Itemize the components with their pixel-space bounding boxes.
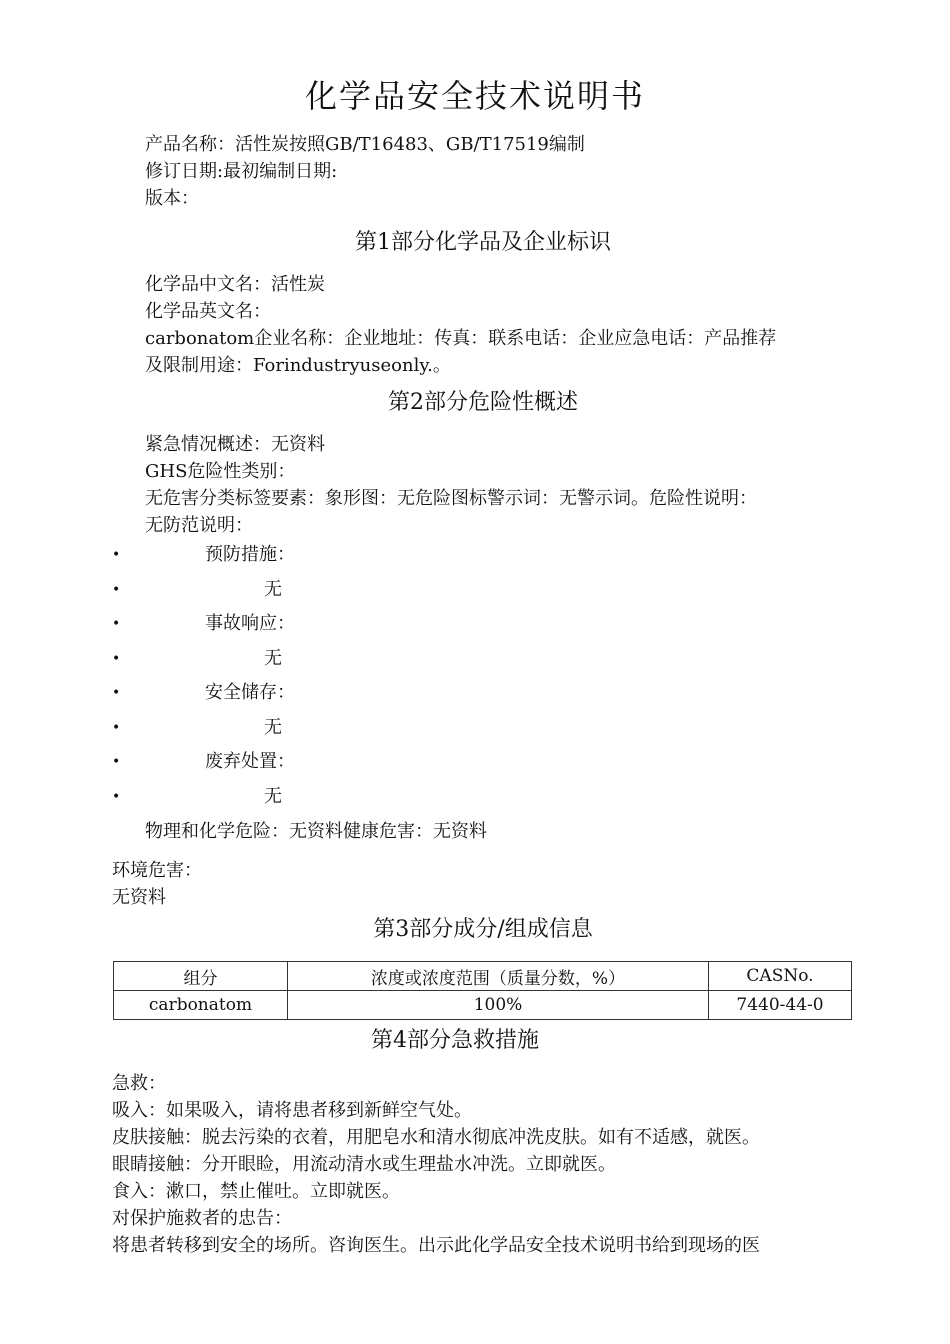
version-line: 版本： bbox=[145, 188, 199, 209]
list-item: 废弃处置： bbox=[205, 751, 295, 772]
list-item: 无 bbox=[264, 579, 282, 600]
list-item: 无 bbox=[264, 717, 282, 738]
revision-date-line: 修订日期:最初编制日期: bbox=[145, 161, 338, 182]
list-bullet: • bbox=[112, 754, 121, 770]
table-cell: 7440-44-0 bbox=[709, 991, 852, 1020]
list-item: 预防措施： bbox=[205, 544, 295, 565]
list-bullet: • bbox=[112, 720, 121, 736]
section3-heading: 第3部分成分/组成信息 bbox=[373, 917, 593, 942]
list-bullet: • bbox=[112, 789, 121, 805]
precaution-statement: 无防范说明： bbox=[145, 515, 253, 536]
company-info-line2: 及限制用途：Forindustryuseonly.。 bbox=[145, 355, 451, 376]
environment-hazard-value: 无资料 bbox=[112, 887, 166, 908]
physical-health-hazard: 物理和化学危险：无资料健康危害：无资料 bbox=[145, 821, 487, 842]
first-aid-ingestion: 食入：漱口，禁止催吐。立即就医。 bbox=[112, 1181, 400, 1202]
environment-hazard-label: 环境危害： bbox=[112, 860, 202, 881]
company-info-line1: carbonatom企业名称：企业地址：传真：联系电话：企业应急电话：产品推荐 bbox=[145, 328, 777, 349]
section2-heading: 第2部分危险性概述 bbox=[388, 390, 578, 415]
column-header: 组分 bbox=[114, 962, 288, 991]
list-item: 安全储存： bbox=[205, 682, 295, 703]
list-bullet: • bbox=[112, 547, 121, 563]
table-header-row bbox=[114, 962, 852, 991]
document-title: 化学品安全技术说明书 bbox=[304, 77, 645, 115]
first-aid-eye: 眼睛接触：分开眼睑，用流动清水或生理盐水冲洗。立即就医。 bbox=[112, 1154, 616, 1175]
chemical-cn-name: 化学品中文名：活性炭 bbox=[145, 274, 325, 295]
ghs-category: GHS危险性类别： bbox=[145, 461, 296, 482]
list-item: 无 bbox=[264, 648, 282, 669]
section1-heading: 第1部分化学品及企业标识 bbox=[355, 230, 611, 255]
column-header: 浓度或浓度范围（质量分数，%） bbox=[288, 962, 709, 991]
table-row bbox=[114, 991, 852, 1020]
composition-table bbox=[113, 961, 852, 1020]
list-bullet: • bbox=[112, 685, 121, 701]
section4-heading: 第4部分急救措施 bbox=[371, 1028, 539, 1053]
product-name-line: 产品名称：活性炭按照GB/T16483、GB/T17519编制 bbox=[145, 134, 585, 155]
first-aid-skin: 皮肤接触：脱去污染的衣着，用肥皂水和清水彻底冲洗皮肤。如有不适感，就医。 bbox=[112, 1127, 760, 1148]
first-aid-inhalation: 吸入：如果吸入，请将患者移到新鲜空气处。 bbox=[112, 1100, 472, 1121]
list-bullet: • bbox=[112, 616, 121, 632]
emergency-overview: 紧急情况概述：无资料 bbox=[145, 434, 325, 455]
list-item: 事故响应： bbox=[205, 613, 295, 634]
list-item: 无 bbox=[264, 786, 282, 807]
first-aid-label: 急救： bbox=[112, 1073, 166, 1094]
chemical-en-name: 化学品英文名： bbox=[145, 301, 271, 322]
table-cell: carbonatom bbox=[114, 991, 288, 1020]
rescuer-advice-label: 对保护施救者的忠告： bbox=[112, 1208, 292, 1229]
label-elements: 无危害分类标签要素：象形图：无危险图标警示词：无警示词。危险性说明： bbox=[145, 488, 757, 509]
list-bullet: • bbox=[112, 651, 121, 667]
column-header: CASNo. bbox=[709, 962, 852, 991]
table-cell: 100% bbox=[288, 991, 709, 1020]
rescuer-advice-text: 将患者转移到安全的场所。咨询医生。出示此化学品安全技术说明书给到现场的医 bbox=[112, 1235, 760, 1256]
list-bullet: • bbox=[112, 582, 121, 598]
